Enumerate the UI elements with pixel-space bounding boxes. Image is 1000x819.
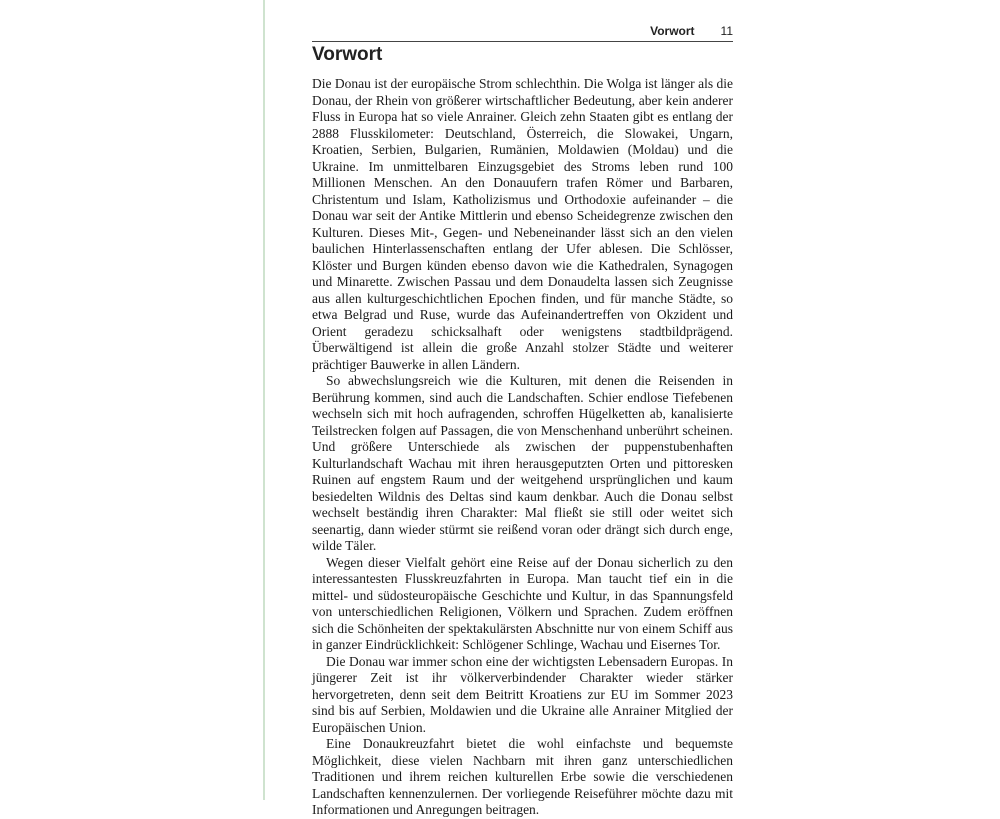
paragraph-4: Die Donau war immer schon eine der wichtigsten Lebensadern Europas. In jüngerer Zeit ist ihr völkerverbindender Charakter wieder stärker hervorgetreten, denn seit dem Beitritt Kroatiens zur EU im Sommer 2023 sind bis auf Serbien, Moldawien und die Ukraine alle Anrainer Mitglied der Europäischen Union.	[312, 653, 733, 735]
paragraph-5: Eine Donaukreuzfahrt bietet die wohl einfachste und bequemste Möglichkeit, diese vielen Nachbarn mit ihren ganz unterschiedlichen Traditionen und ihrem reichen kulturellen Erbe sowie die verschiedenen Landschaften kennenzulernen. Der vorliegende Reiseführer möchte dazu mit Informationen und Anregungen beitragen.	[312, 736, 733, 817]
chapter-title: Vorwort	[312, 44, 383, 65]
page-number: 11	[720, 24, 733, 38]
running-head-section: Vorwort	[650, 24, 695, 38]
paragraph-1: Die Donau ist der europäische Strom schlechthin. Die Wolga ist länger als die Donau, der Rhein von größerer wirtschaftlicher Bedeutung, aber kein anderer Fluss in Europa hat so viele Anrainer. Gleich zehn Staaten gibt es entlang der 2888 Flusskilometer: Deutschland, Österreich, die Slowakei, Ungarn, Kroatien, Serbien, Bulgarien, Rumänien, Moldawien (Moldau) und die Ukraine. Im unmittelbaren Einzugsgebiet des Stroms leben rund 100 Millionen Menschen. An den Donauufern trafen Römer und Barbaren, Christentum und Islam, Katholizismus und Orthodoxie aufeinander – die Donau war seit der Antike Mittlerin und ebenso Scheidegrenze zwischen den Kulturen. Dieses Mit-, Gegen- und Nebeneinander lässt sich an den vielen baulichen Hinterlassenschaften entlang der Ufer ablesen. Die Schlösser, Klöster und Burgen künden ebenso davon wie die Kathedralen, Synagogen und Minarette. Zwischen Passau und dem Donaudelta lassen sich Zeugnisse aus allen kulturgeschichtlichen Epochen finden, und für manche Städte, so etwa Belgrad und Ruse, wurde das Aufeinandertreffen von Okzident und Orient geradezu schicksalhaft oder wenigstens stadtbildprägend. Überwältigend ist allein die große Anzahl stolzer Städte und weiterer prächtiger Bauwerke in allen Ländern.	[312, 76, 733, 372]
page-spine-divider	[263, 0, 265, 800]
paragraph-3: Wegen dieser Vielfalt gehört eine Reise auf der Donau sicherlich zu den interessantesten Flusskreuzfahrten in Europa. Man taucht tief ein in die mittel- und südosteuropäische Geschichte und Kultur, in das Spannungsfeld von unterschiedlichen Religionen, Völkern und Sprachen. Zudem eröffnen sich die Schönheiten der spektakulärsten Abschnitte nur von einem Schiff aus in ganzer Eindrücklichkeit: Schlögener Schlinge, Wachau und Eisernes Tor.	[312, 554, 733, 652]
body-text	[312, 76, 733, 819]
header-rule	[312, 41, 733, 42]
running-head	[312, 24, 733, 40]
paragraph-2: So abwechslungsreich wie die Kulturen, mit denen die Reisenden in Berührung kommen, sind auch die Landschaften. Schier endlose Tiefebenen wechseln sich mit hoch aufragenden, schroffen Hügelketten ab, kanalisierte Teilstrecken folgen auf Passagen, die von Menschenhand unberührt scheinen. Und größere Unterschiede als zwischen der puppenstubenhaften Kulturlandschaft Wachau mit ihren herausgeputzten Orten und pittoresken Ruinen auf engstem Raum und der weitgehend ursprünglichen und kaum besiedelten Wildnis des Deltas sind kaum denkbar. Auch die Donau selbst wechselt beständig ihren Charakter: Mal fließt sie still oder weitet sich seenartig, dann wieder stürmt sie reißend voran oder drängt sich durch enge, wilde Täler.	[312, 373, 733, 553]
